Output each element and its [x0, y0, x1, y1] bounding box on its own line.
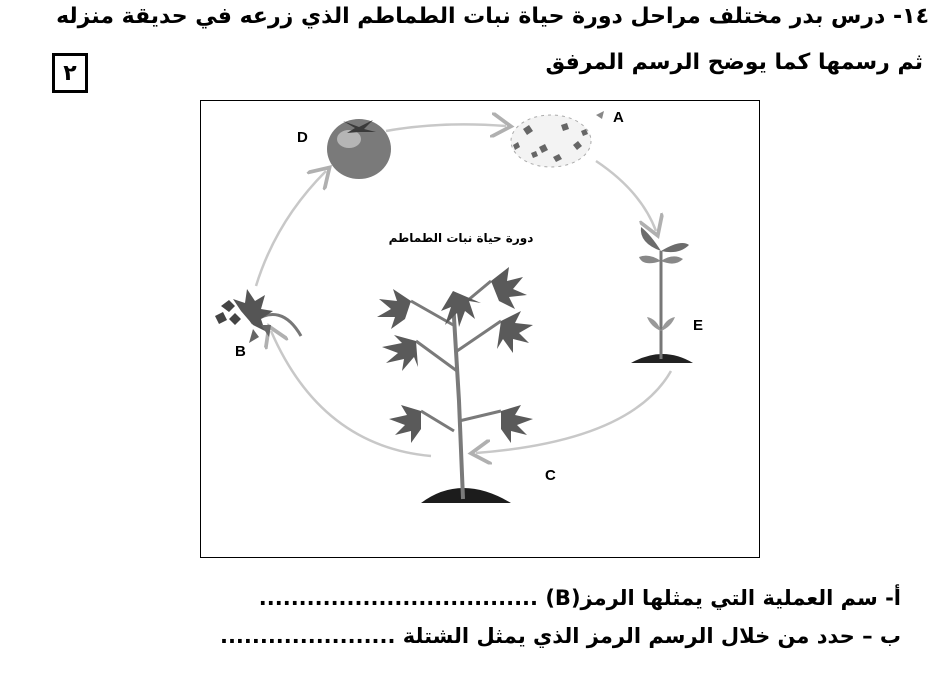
flowering-branch-icon	[215, 289, 301, 343]
mature-plant-icon	[377, 267, 533, 503]
answer-b-blank[interactable]: ......................	[219, 624, 396, 648]
seeds-icon	[511, 111, 604, 167]
stage-label-e: E	[693, 317, 704, 334]
answer-a-text: أ- سم العملية التي يمثلها الرمز(B)	[545, 586, 901, 610]
figure-center-title: دورة حياة نبات الطماطم	[388, 231, 534, 245]
arrow-b-to-d	[256, 171, 326, 286]
marks-box: ٢	[52, 53, 88, 93]
stage-label-c: C	[545, 467, 556, 484]
answer-line-a	[259, 586, 901, 610]
arrow-a-to-e	[596, 161, 656, 231]
question-line-2: ثم رسمها كما يوضح الرسم المرفق	[545, 50, 923, 75]
tomato-fruit-icon	[327, 119, 391, 179]
answer-a-blank[interactable]: ...................................	[258, 586, 538, 610]
life-cycle-figure	[200, 100, 760, 558]
stage-label-b: B	[235, 343, 246, 360]
arrow-d-to-a	[386, 124, 506, 131]
stage-label-d: D	[297, 129, 308, 146]
answer-b-text: ب – حدد من خلال الرسم الرمز الذي يمثل الشتلة	[402, 624, 901, 648]
cycle-arrows	[256, 124, 671, 456]
stage-label-a: A	[613, 109, 624, 126]
question-line-1: ١٤- درس بدر مختلف مراحل دورة حياة نبات الطماطم الذي زرعه في حديقة منزله	[56, 4, 929, 29]
seedling-icon	[631, 227, 693, 363]
life-cycle-drawing	[201, 101, 761, 559]
answer-line-b	[220, 624, 901, 648]
